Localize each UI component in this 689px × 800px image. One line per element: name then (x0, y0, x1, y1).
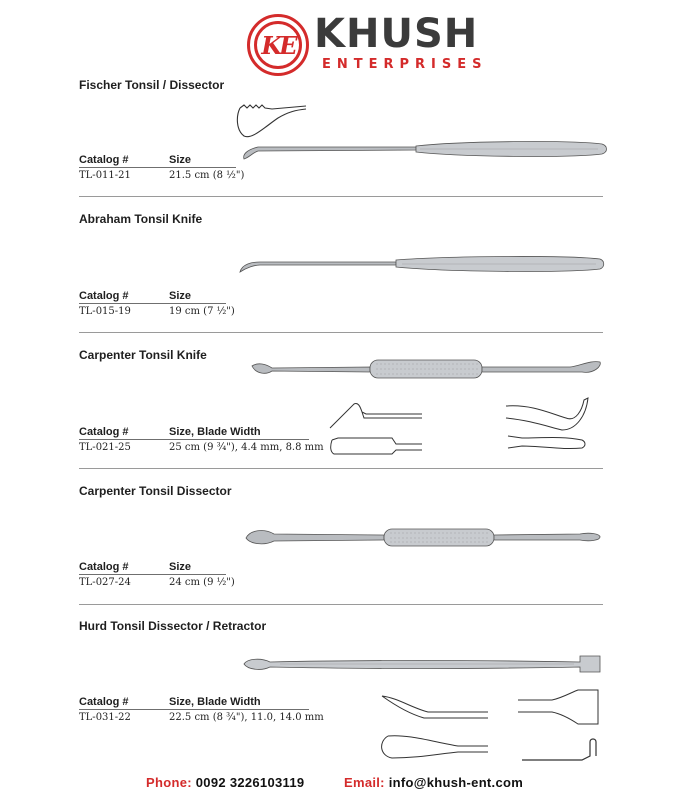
catalog-number: TL-021-25 (79, 442, 131, 453)
fischer-instrument-icon (240, 137, 610, 167)
catalog-column-header: Catalog # (79, 561, 129, 573)
product-title: Fischer Tonsil / Dissector (79, 78, 225, 92)
size-column-header: Size (169, 290, 192, 302)
section-divider (79, 196, 603, 197)
size-value: 21.5 cm (8 ½") (169, 170, 245, 181)
product-title: Abraham Tonsil Knife (79, 212, 203, 226)
size-value: 24 cm (9 ½") (169, 577, 235, 588)
table-rule (79, 303, 226, 304)
carpenter-knife-tip-detail-right-icon (502, 396, 602, 452)
size-column-header: Size (169, 561, 192, 573)
hurd-instrument-icon (240, 650, 610, 680)
size-value: 19 cm (7 ½") (169, 306, 235, 317)
size-value: 22.5 cm (8 ¾"), 11.0, 14.0 mm (169, 712, 324, 723)
catalog-number: TL-027-24 (79, 577, 131, 588)
phone-number[interactable]: 0092 3226103119 (195, 775, 305, 790)
section-divider (79, 468, 603, 469)
catalog-number: TL-031-22 (79, 712, 131, 723)
size-blade-column-header: Size, Blade Width (169, 426, 261, 438)
phone-label: Phone: (146, 775, 192, 790)
catalog-column-header: Catalog # (79, 696, 129, 708)
brand-name: KHUSH (314, 11, 479, 57)
footer-phone (146, 775, 304, 790)
brand-subtitle: ENTERPRISES (322, 57, 488, 72)
table-rule (79, 439, 309, 440)
product-title: Hurd Tonsil Dissector / Retractor (79, 619, 267, 633)
brand-logo-ring (254, 21, 302, 69)
size-column-header: Size (169, 154, 192, 166)
carpenter-dissector-instrument-icon (244, 520, 606, 554)
catalog-number: TL-015-19 (79, 306, 131, 317)
section-divider (79, 604, 603, 605)
table-rule (79, 574, 226, 575)
product-title: Carpenter Tonsil Knife (79, 348, 207, 362)
carpenter-knife-tip-detail-left-icon (326, 398, 426, 460)
email-label: Email: (344, 775, 385, 790)
size-blade-column-header: Size, Blade Width (169, 696, 261, 708)
brand-logo (247, 14, 309, 76)
catalog-column-header: Catalog # (79, 290, 129, 302)
email-address[interactable]: info@khush-ent.com (388, 775, 524, 790)
catalog-column-header: Catalog # (79, 154, 129, 166)
footer-email (344, 775, 523, 790)
table-rule (79, 709, 309, 710)
hurd-tip-detail-right-icon (512, 686, 608, 766)
carpenter-knife-instrument-icon (250, 352, 606, 386)
hurd-tip-detail-left-icon (378, 688, 498, 764)
section-divider (79, 332, 603, 333)
abraham-instrument-icon (236, 250, 608, 282)
brand-monogram: KE (261, 30, 295, 60)
catalog-column-header: Catalog # (79, 426, 129, 438)
product-title: Carpenter Tonsil Dissector (79, 484, 232, 498)
table-rule (79, 167, 236, 168)
size-value: 25 cm (9 ¾"), 4.4 mm, 8.8 mm (169, 442, 324, 453)
catalog-number: TL-011-21 (79, 170, 131, 181)
